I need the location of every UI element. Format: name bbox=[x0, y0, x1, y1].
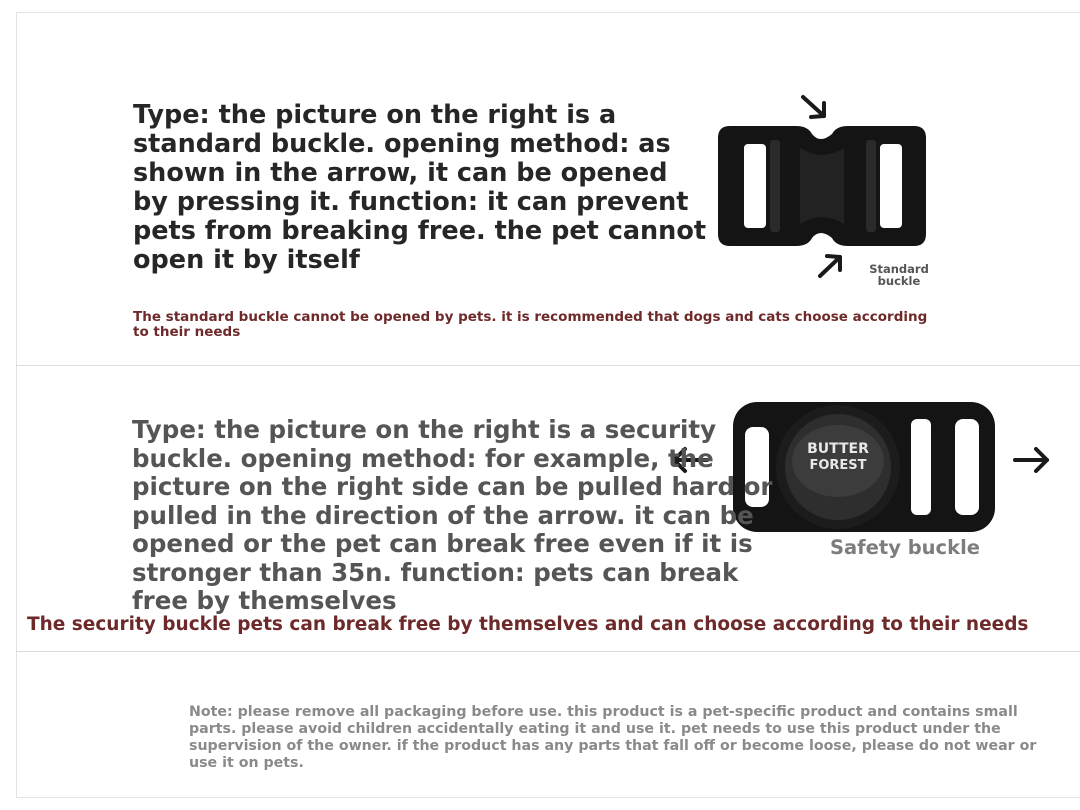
standard-buckle-caption: Standard buckle bbox=[869, 262, 929, 288]
section-divider bbox=[16, 651, 1080, 652]
section-divider bbox=[16, 365, 1080, 366]
pull-arrow-icon bbox=[1015, 449, 1047, 471]
standard-buckle-note: The standard buckle cannot be opened by pets. it is recommended that dogs and cats choose according to their needs bbox=[133, 309, 928, 340]
press-arrow-icon bbox=[803, 97, 824, 117]
standard-buckle-description: Type: the picture on the right is a standard buckle. opening method: as shown in the arrow, it can be opened by pressing it. function: it can prevent pets from breaking free. the pet cannot open it by itself bbox=[133, 100, 707, 275]
disc-text-top: BUTTER bbox=[807, 441, 869, 457]
safety-buckle-description: Type: the picture on the right is a security buckle. opening method: for example, the picture on the right side can be pulled hard or pulled in the direction of the arrow. it can be opened or the pet can break free even if it is stronger than 35n. function: pets can break free by themselves bbox=[132, 415, 773, 615]
standard-buckle-image bbox=[700, 88, 940, 283]
disc-text-bottom: FOREST bbox=[809, 458, 867, 473]
safety-buckle-note: The security buckle pets can break free by themselves and can choose according to their needs bbox=[27, 614, 1029, 635]
safety-buckle-caption: Safety buckle bbox=[829, 536, 980, 559]
press-arrow-icon bbox=[820, 256, 840, 276]
usage-note: Note: please remove all packaging before use. this product is a pet-specific product and contains small parts. please avoid children accidentally eating it and use it. pet needs to use this product under the supervision of the owner. if the product has any parts that fall off or become loose, please do not wear or use it on pets. bbox=[189, 704, 1037, 771]
